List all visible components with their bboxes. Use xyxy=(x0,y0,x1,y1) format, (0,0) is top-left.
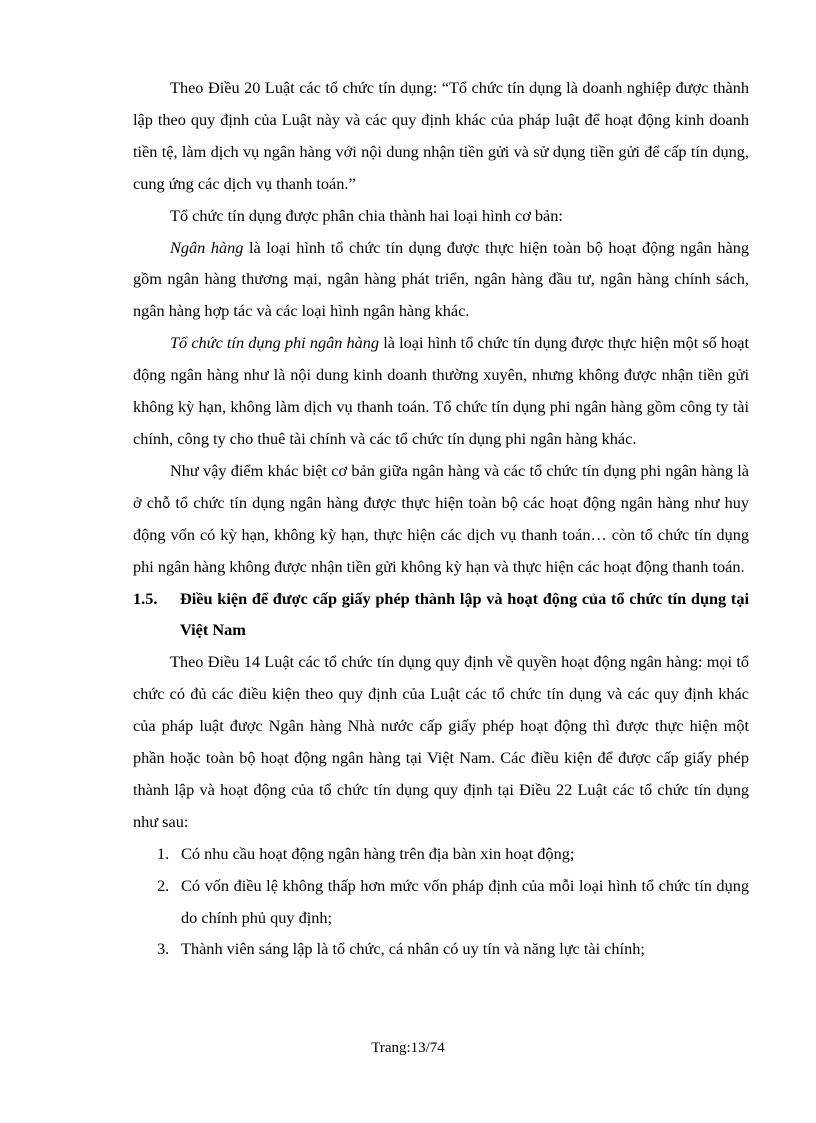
list-item-number: 1. xyxy=(157,843,170,863)
paragraph-non-bank xyxy=(133,327,749,455)
paragraph-definition: Theo Điều 20 Luật các tổ chức tín dụng: “Tổ chức tín dụng là doanh nghiệp được thành lập theo quy định của Luật này và các quy định khác của pháp luật để hoạt động kinh doanh tiền tệ, làm dịch vụ ngân hàng với nội dung nhận tiền gửi và sử dụng tiền gửi để cấp tín dụng, cung ứng các dịch vụ thanh toán.” xyxy=(133,78,749,193)
paragraph-bank xyxy=(133,232,749,328)
list-item-text: Có vốn điều lệ không thấp hơn mức vốn pháp định của mỗi loại hình tổ chức tín dụng do chính phủ quy định; xyxy=(181,875,749,927)
section-title: Điều kiện để được cấp giấy phép thành lập và hoạt động của tổ chức tín dụng tại Việt Nam xyxy=(180,588,749,640)
list-item-number: 2. xyxy=(157,875,170,895)
list-item xyxy=(157,933,749,965)
section-heading xyxy=(133,583,749,647)
page-number: Trang:13/74 xyxy=(371,1040,445,1056)
section-number: 1.5. xyxy=(133,588,158,608)
paragraph-bank-text: là loại hình tổ chức tín dụng được thực hiện toàn bộ hoạt động ngân hàng gồm ngân hàng thương mại, ngân hàng phát triển, ngân hàng đầu tư, ngân hàng chính sách, ngân hàng hợp tác và các loại hình ngân hàng khác. xyxy=(133,237,749,321)
term-bank: Ngân hàng xyxy=(170,237,244,257)
paragraph-difference: Như vậy điểm khác biệt cơ bản giữa ngân hàng và các tổ chức tín dụng phi ngân hàng là ở chỗ tổ chức tín dụng ngân hàng được thực hiện toàn bộ các hoạt động ngân hàng như huy động vốn có kỳ hạn, không kỳ hạn, thực hiện các dịch vụ thanh toán… còn tổ chức tín dụng phi ngân hàng không được nhận tiền gửi không kỳ hạn và thực hiện các hoạt động thanh toán. xyxy=(133,460,749,576)
document-body xyxy=(133,72,749,965)
conditions-list xyxy=(133,838,749,966)
list-item-number: 3. xyxy=(157,939,170,959)
list-item-text: Có nhu cầu hoạt động ngân hàng trên địa bàn xin hoạt động; xyxy=(181,843,575,863)
paragraph-non-bank-text: là loại hình tổ chức tín dụng được thực hiện một số hoạt động ngân hàng như là nội dung kinh doanh thường xuyên, nhưng không được nhận tiền gửi không kỳ hạn, không làm dịch vụ thanh toán. Tổ chức tín dụng phi ngân hàng gồm công ty tài chính, công ty cho thuê tài chính và các tổ chức tín dụng phi ngân hàng khác. xyxy=(133,333,749,448)
list-item xyxy=(157,838,749,870)
term-non-bank: Tổ chức tín dụng phi ngân hàng xyxy=(170,333,380,353)
list-item xyxy=(157,870,749,934)
list-item-text: Thành viên sáng lập là tổ chức, cá nhân có uy tín và năng lực tài chính; xyxy=(181,939,645,959)
paragraph-article-14: Theo Điều 14 Luật các tổ chức tín dụng quy định về quyền hoạt động ngân hàng: mọi tổ chức có đủ các điều kiện theo quy định của Luật các tổ chức tín dụng và các quy định khác của pháp luật được Ngân hàng Nhà nước cấp giấy phép hoạt động thì được thực hiện một phần hoặc toàn bộ hoạt động ngân hàng tại Việt Nam. Các điều kiện để được cấp giấy phép thành lập và hoạt động của tổ chức tín dụng quy định tại Điều 22 Luật các tổ chức tín dụng như sau: xyxy=(133,652,749,831)
paragraph-classification: Tổ chức tín dụng được phân chia thành hai loại hình cơ bản: xyxy=(170,205,563,225)
